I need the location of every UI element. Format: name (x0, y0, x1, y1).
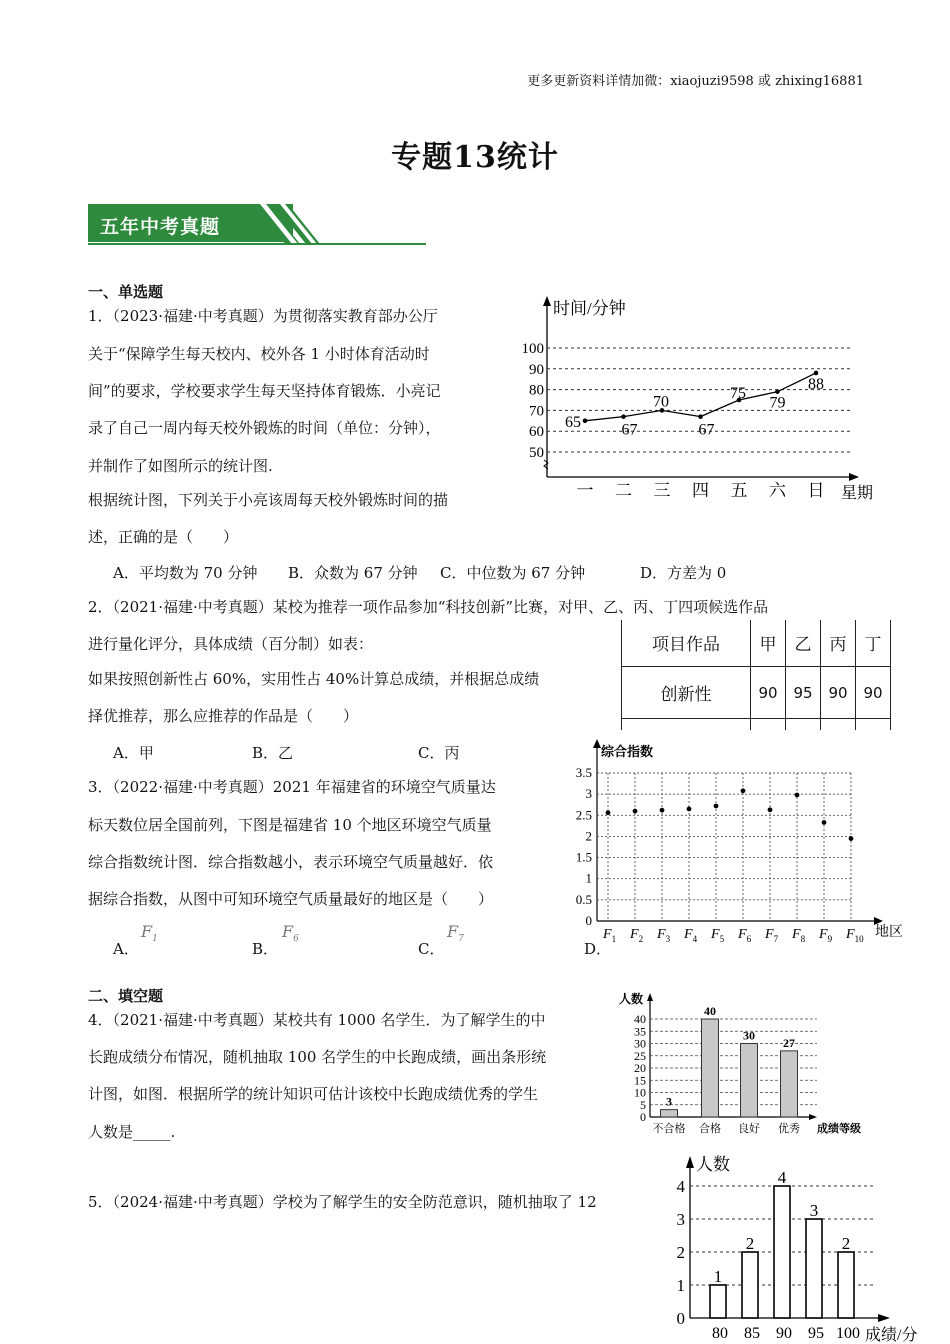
y-tick-label: 1 (676, 1276, 685, 1295)
data-point (768, 807, 773, 812)
x-tick-label: 二 (615, 481, 632, 500)
data-point (583, 419, 588, 424)
q1-line: 述，正确的是（ ） (88, 528, 239, 546)
q3-option-b-formula: $F_6$ (282, 922, 299, 945)
x-tick-label: 90 (776, 1325, 792, 1342)
q1-option-c: C．中位数为 67 分钟 (440, 564, 586, 582)
x-axis-label: 成绩/分 (865, 1327, 918, 1344)
y-tick-label: 35 (634, 1024, 646, 1039)
q2-line: 择优推荐，那么应推荐的作品是（ ） (88, 707, 359, 725)
q3-line: 综合指数统计图．综合指数越小，表示环境空气质量越好．依 (88, 853, 494, 871)
x-tick-label: 四 (692, 481, 709, 500)
x-axis-label: 星期 (841, 485, 874, 502)
y-tick-label: 40 (634, 1012, 646, 1026)
data-label: 79 (769, 394, 786, 412)
data-point (687, 807, 692, 812)
q1-line: 录了自己一周内每天校外锻炼的时间（单位：分钟）， (88, 419, 441, 437)
q5-line: 5．（2024·福建·中考真题）学校为了解学生的安全防范意识，随机抽取了 12 (88, 1193, 597, 1211)
data-label: 3 (809, 1201, 819, 1220)
table-cell: 90 (856, 667, 891, 719)
bar-chart-safety-scores (650, 1150, 942, 1344)
x-tick-label: 五 (730, 481, 748, 500)
bar-chart-running-grades (612, 985, 882, 1140)
q1-line: 关于“保障学生每天校内、校外各 1 小时体育活动时 (88, 345, 430, 363)
x-tick-label: $F_3$ (657, 927, 671, 944)
y-tick-label: 25 (634, 1048, 646, 1063)
x-axis-arrow (878, 1314, 890, 1322)
y-tick-label: 30 (634, 1036, 646, 1051)
score-table-viewport (621, 620, 900, 730)
y-tick-label: 2 (676, 1243, 685, 1262)
header-note: 更多更新资料详情加微：xiaojuzi9598 或 zhixing16881 (527, 74, 864, 89)
page-title: 专题13统计 (391, 140, 559, 175)
bar (741, 1044, 758, 1118)
q4-line: 长跑成绩分布情况，随机抽取 100 名学生的中长跑成绩，画出条形统 (88, 1048, 547, 1066)
x-tick-label: 合格 (699, 1123, 721, 1135)
data-label: 27 (783, 1035, 795, 1050)
data-point (660, 808, 665, 813)
data-label: 67 (698, 421, 715, 439)
data-point (606, 810, 611, 815)
data-label: 88 (808, 375, 824, 393)
y-tick-label: 50 (529, 445, 544, 461)
y-tick-label: 60 (529, 424, 544, 441)
score-table (621, 620, 891, 730)
x-tick-label: $F_4$ (684, 927, 698, 944)
table-cell: 90 (821, 667, 856, 719)
y-tick-label: 90 (529, 361, 544, 378)
y-axis-arrow (593, 739, 601, 748)
q3-line: 标天数位居全国前列，下图是福建省 10 个地区环境空气质量 (88, 816, 492, 834)
data-label: 4 (777, 1168, 787, 1187)
q1-line: 间”的要求，学校要求学生每天坚持体育锻炼．小亮记 (88, 382, 441, 400)
y-tick-label: 20 (634, 1061, 646, 1075)
x-tick-label: $F_6$ (738, 927, 752, 944)
q3-option-d: D． (584, 940, 612, 958)
banner-text: 五年中考真题 (100, 216, 221, 238)
scatter-chart-air-quality (568, 738, 913, 950)
x-tick-label: 三 (653, 481, 671, 500)
data-point (741, 788, 746, 793)
q4-line: 计图，如图．根据所学的统计知识可估计该校中长跑成绩优秀的学生 (88, 1085, 539, 1103)
y-tick-label: 1 (585, 870, 592, 886)
data-label: 70 (653, 393, 669, 411)
table-header-cell: 项目作品 (622, 620, 751, 667)
y-axis-arrow (647, 993, 653, 1001)
table-header-cell: 甲 (751, 620, 786, 667)
data-point (822, 820, 827, 825)
q1-option-d: D．方差为 0 (640, 564, 727, 582)
data-point (814, 371, 819, 376)
data-label: 3 (666, 1094, 672, 1109)
q2-line: 2．（2021·福建·中考真题）某校为推荐一项作品参加“科技创新”比赛，对甲、乙、丙、丁四项候选作品 (88, 598, 769, 616)
y-tick-label: 0.5 (575, 891, 592, 907)
x-tick-label: $F_7$ (765, 927, 779, 944)
x-tick-label: 六 (769, 481, 786, 500)
y-axis-label: 时间/分钟 (553, 299, 626, 318)
q1-option-b: B．众数为 67 分钟 (288, 564, 418, 582)
y-tick-label: 4 (676, 1177, 685, 1196)
q4-line: 人数是_____. (88, 1123, 176, 1141)
table-header-cell: 丁 (856, 620, 891, 667)
data-point (795, 793, 800, 798)
q4-line: 4．（2021·福建·中考真题）某校共有 1000 名学生．为了解学生的中 (88, 1011, 546, 1029)
section-banner (88, 204, 428, 248)
y-tick-label: 2 (585, 828, 592, 844)
data-label: 67 (621, 421, 638, 439)
x-tick-label: 95 (808, 1325, 824, 1342)
x-axis-label: 地区 (875, 925, 903, 940)
line-chart-exercise-time (515, 292, 890, 507)
data-label: 40 (704, 1004, 716, 1018)
q3-option-b: B． (252, 940, 279, 958)
q2-option-b: B．乙 (252, 744, 294, 762)
table-cell: 90 (751, 667, 786, 719)
x-tick-label: 80 (712, 1325, 728, 1342)
data-label: 2 (841, 1234, 851, 1253)
x-axis-arrow (809, 1114, 817, 1120)
y-tick-label: 100 (521, 341, 544, 357)
data-label: 2 (745, 1234, 755, 1253)
y-tick-label: 0 (676, 1309, 685, 1328)
q3-option-a: A． (113, 940, 139, 958)
y-tick-label: 3.5 (575, 765, 592, 780)
x-tick-label: 不合格 (652, 1123, 686, 1135)
q3-option-a-formula: $F_1$ (141, 922, 158, 945)
y-tick-label: 15 (634, 1073, 646, 1088)
bar (774, 1186, 790, 1318)
y-axis-label: 综合指数 (601, 744, 654, 759)
x-tick-label: 优秀 (778, 1123, 800, 1135)
x-tick-label: 100 (836, 1325, 860, 1342)
q2-line: 进行量化评分，具体成绩（百分制）如表： (88, 635, 374, 653)
bar (806, 1219, 822, 1318)
table-header-cell: 乙 (786, 620, 821, 667)
table-cell: 创新性 (622, 667, 751, 719)
y-axis-label: 人数 (696, 1155, 730, 1174)
q1-option-a: A．平均数为 70 分钟 (113, 564, 258, 582)
y-tick-label: 2.5 (575, 807, 592, 823)
bar (838, 1252, 854, 1318)
q3-line: 3．（2022·福建·中考真题）2021 年福建省的环境空气质量达 (88, 778, 496, 796)
y-tick-label: 3 (676, 1210, 685, 1229)
q1-line: 1．（2023·福建·中考真题）为贯彻落实教育部办公厅 (88, 307, 438, 325)
table-header-cell: 丙 (821, 620, 856, 667)
data-label: 1 (713, 1267, 723, 1286)
table-cell: 95 (786, 667, 821, 719)
q2-option-c: C．丙 (418, 744, 460, 762)
q1-line: 并制作了如图所示的统计图. (88, 457, 273, 475)
q1-line: 根据统计图，下列关于小亮该周每天校外锻炼时间的描 (88, 491, 449, 509)
y-tick-label: 3 (585, 786, 592, 802)
x-tick-label: 85 (744, 1325, 760, 1342)
y-tick-label: 5 (640, 1097, 646, 1112)
data-point (698, 414, 703, 419)
data-point (775, 389, 780, 394)
x-axis-arrow (874, 917, 883, 925)
y-tick-label: 1.5 (575, 849, 592, 865)
x-tick-label: $F_8$ (792, 927, 806, 944)
data-label: 65 (565, 413, 581, 431)
data-point (633, 809, 638, 814)
x-axis-label: 成绩等级 (817, 1123, 861, 1135)
data-label: 75 (730, 385, 746, 402)
q3-option-c: C． (418, 940, 445, 958)
x-tick-label: $F_9$ (819, 927, 833, 944)
x-tick-label: $F_2$ (630, 927, 644, 944)
y-axis-arrow (543, 296, 551, 306)
y-tick-label: 70 (529, 403, 544, 420)
data-point (849, 836, 854, 841)
q2-option-a: A．甲 (113, 744, 154, 762)
bar (661, 1110, 678, 1117)
y-axis-arrow (686, 1156, 694, 1168)
bar (742, 1252, 758, 1318)
q3-line: 据综合指数，从图中可知环境空气质量最好的地区是（ ） (88, 890, 494, 908)
section-title-single-choice: 一、单选题 (88, 283, 164, 301)
y-tick-label: 80 (529, 382, 544, 399)
x-tick-label: 一 (576, 481, 594, 500)
data-point (621, 414, 626, 419)
bar (781, 1051, 798, 1117)
data-point (714, 804, 719, 809)
y-tick-label: 0 (585, 913, 592, 928)
q2-line: 如果按照创新性占 60%，实用性占 40%计算总成绩，并根据总成绩 (88, 670, 540, 688)
bar (710, 1285, 726, 1318)
y-tick-label: 0 (640, 1110, 646, 1124)
x-axis-arrow (849, 473, 859, 481)
data-label: 30 (743, 1028, 755, 1043)
x-tick-label: $F_5$ (711, 927, 725, 944)
section-title-fill-blank: 二、填空题 (88, 987, 164, 1005)
x-tick-label: 良好 (738, 1123, 760, 1135)
bar (702, 1019, 719, 1117)
x-tick-label: $F_{10}$ (846, 927, 864, 944)
y-tick-label: 10 (634, 1085, 646, 1100)
x-tick-label: $F_1$ (603, 927, 617, 944)
y-axis-label: 人数 (619, 992, 644, 1006)
x-tick-label: 日 (807, 481, 825, 500)
q3-option-c-formula: $F_7$ (447, 922, 464, 945)
